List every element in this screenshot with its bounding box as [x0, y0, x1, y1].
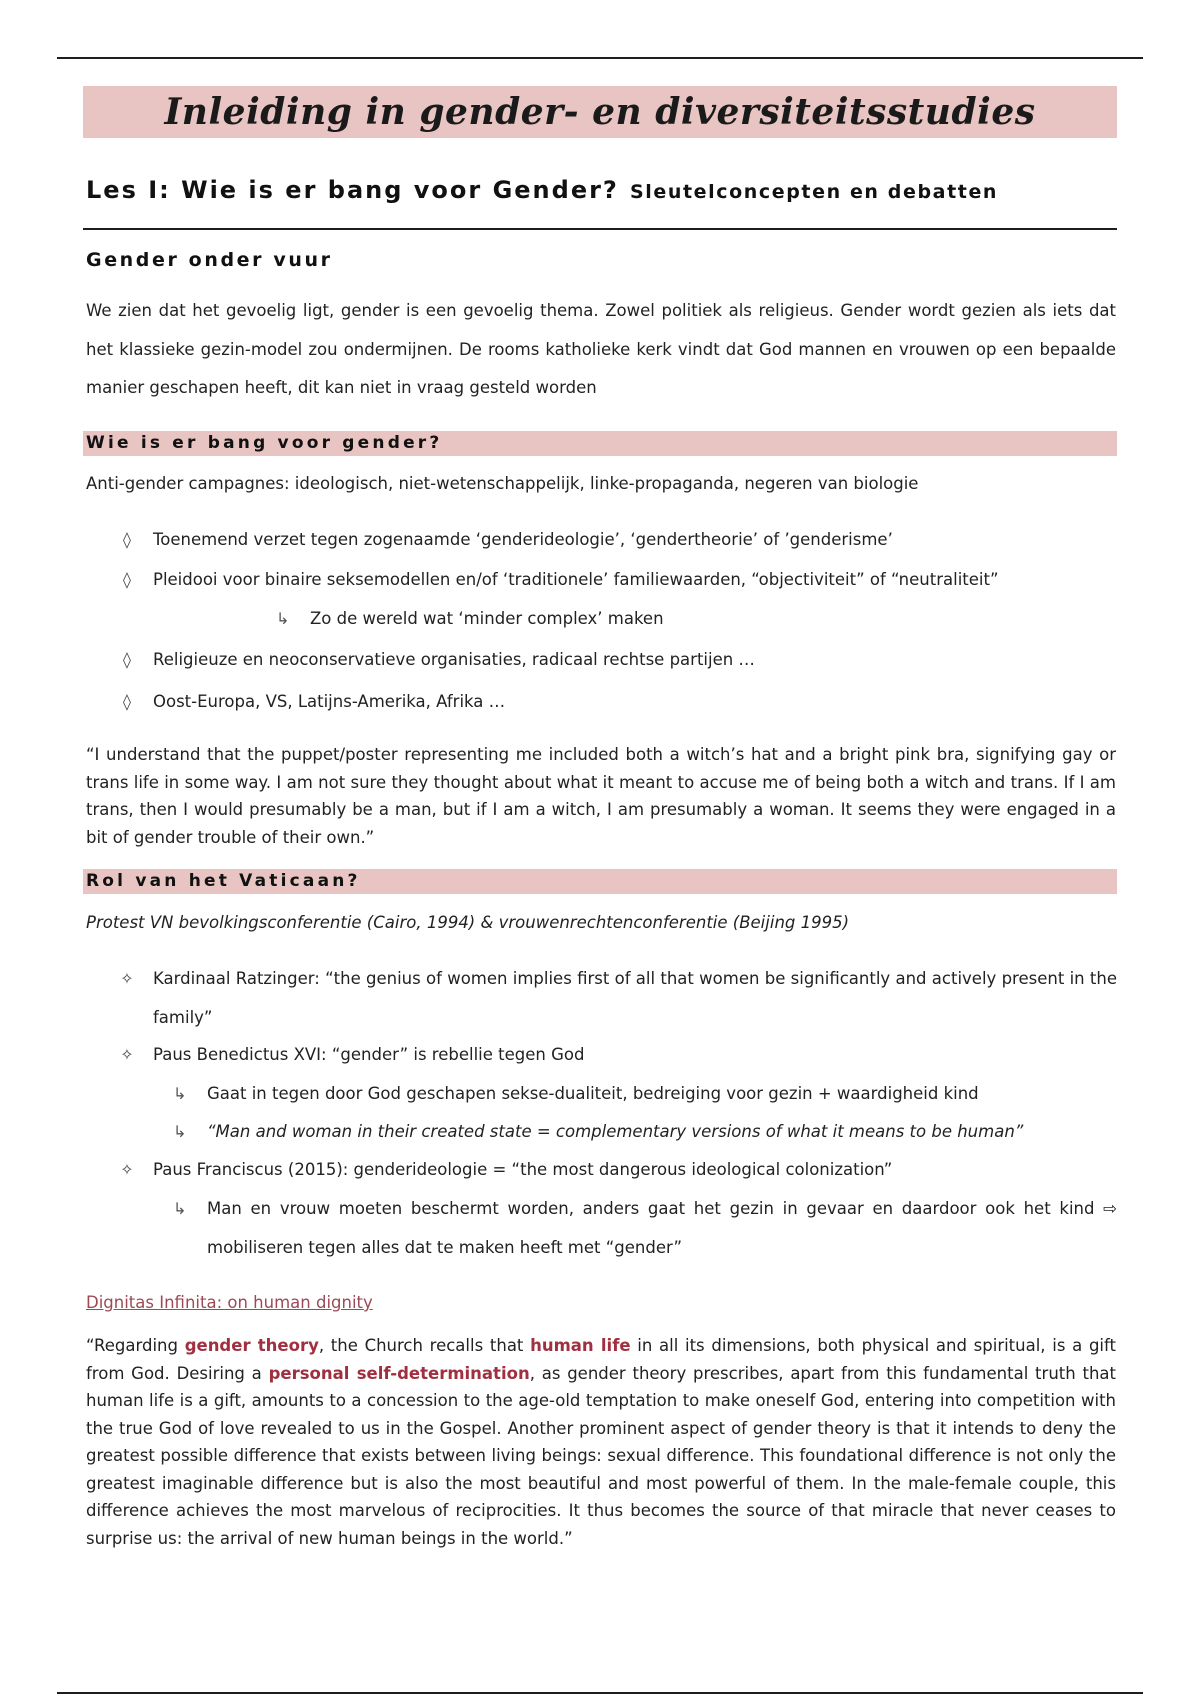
anti-gender-intro: Anti-gender campagnes: ideologisch, niet-wetenschappelijk, linke-propaganda, negeren van biologie: [86, 474, 919, 493]
list-item: [117, 641, 1117, 680]
diamond-icon: ◊: [123, 692, 131, 711]
heading-rol-van-het-vaticaan: Rol van het Vaticaan?: [83, 869, 1117, 894]
bullet-text: Pleidooi voor binaire seksemodellen en/of ‘traditionele’ familiewaarden, “objectiviteit” of “neutraliteit”: [153, 570, 999, 589]
bullet-text: Oost-Europa, VS, Latijns-Amerika, Afrika …: [153, 692, 506, 711]
sub-list-item: [173, 1190, 1117, 1267]
return-arrow-icon: ↳: [276, 609, 290, 628]
heading-gender-onder-vuur: Gender onder vuur: [86, 249, 333, 271]
bullet-text: Toenemend verzet tegen zogenaamde ‘genderideologie’, ‘gendertheorie’ of ’genderisme’: [153, 530, 893, 549]
top-page-rule: [57, 57, 1143, 59]
bottom-page-rule: [57, 1692, 1143, 1694]
list-item: [117, 683, 1117, 722]
butler-quote: “I understand that the puppet/poster representing me included both a witch’s hat and a bright pink bra, signifying gay or trans life in some way. I am not sure they thought about what it meant to accuse me of being both a witch and trans. If I am trans, then I would presumably be a man, but if I am a witch, I am presumably a woman. It seems they were engaged in a bit of gender trouble of their own.”: [86, 745, 1116, 847]
quote-text: “Regarding: [86, 1336, 185, 1355]
lesson-subtitle: Sleutelconcepten en debatten: [629, 181, 999, 203]
paragraph-gender-onder-vuur: We zien dat het gevoelig ligt, gender is een gevoelig thema. Zowel politiek als religieus. Gender wordt gezien als iets dat het klassieke gezin-model zou ondermijnen. De rooms katholieke kerk vindt dat God mannen en vrouwen op een bepaalde manier geschapen heeft, dit kan niet in vraag gesteld worden: [86, 301, 1116, 397]
quote-text: , the Church recalls that: [318, 1336, 531, 1355]
bullet-text: Paus Franciscus (2015): genderideologie = “the most dangerous ideological colonization”: [153, 1160, 893, 1179]
diamond-icon: ◊: [123, 650, 131, 669]
quote-text: , as gender theory prescribes, apart from this fundamental truth that human life is a gift, amounts to a concession to the age-old temptation to make oneself God, entering into competition with the true God of love revealed to us in the Gospel. Another prominent aspect of gender theory is that it intends to deny the greatest possible difference that exists between living beings: sexual difference. This foundational difference is not only the greatest imaginable difference but is also the most beautiful and most powerful of them. In the male-female couple, this difference achieves the most marvelous of reciprocities. It thus becomes the source of that miracle that never ceases to surprise us: the arrival of new human beings in the world.”: [86, 1363, 1116, 1548]
bullet-text: Religieuze en neoconservatieve organisaties, radicaal rechtse partijen …: [153, 650, 755, 669]
vaticaan-intro: Protest VN bevolkingsconferentie (Cairo, 1994) & vrouwenrechtenconferentie (Beijing 1995): [86, 913, 850, 932]
diamond-icon: ◊: [123, 530, 131, 549]
list-item: [117, 1036, 1117, 1075]
dignitas-quote: [86, 1332, 1116, 1552]
quote-text: in all its dimensions, both physical and spiritual, is a gift from God. Desiring a: [86, 1336, 1116, 1383]
diamond-icon: ◊: [123, 570, 131, 589]
sub-list-item: [173, 1113, 1117, 1152]
four-point-star-icon: ✧: [120, 1045, 134, 1064]
highlight-gender-theory: gender theory: [184, 1336, 319, 1355]
list-item: [117, 960, 1117, 1037]
bullet-text: Kardinaal Ratzinger: “the genius of women implies first of all that women be significantly and actively present in the family”: [153, 969, 1117, 1027]
sub-bullet-text: “Man and woman in their created state = complementary versions of what it means to be human”: [207, 1122, 1024, 1141]
list-item: [117, 561, 1117, 600]
return-arrow-icon: ↳: [173, 1122, 187, 1141]
lesson-divider: [83, 228, 1117, 230]
highlight-self-determination: personal self-determination: [268, 1363, 530, 1383]
bullet-text: Paus Benedictus XVI: “gender” is rebellie tegen God: [153, 1045, 585, 1064]
heading-wie-is-er-bang: Wie is er bang voor gender?: [83, 431, 1117, 456]
lesson-title: Les I: Wie is er bang voor Gender?: [86, 176, 619, 204]
sub-bullet-text: Gaat in tegen door God geschapen sekse-dualiteit, bedreiging voor gezin + waardigheid kind: [207, 1084, 979, 1103]
document-title: Inleiding in gender- en diversiteitsstudies: [83, 86, 1117, 138]
list-item: [117, 1151, 1117, 1190]
return-arrow-icon: ↳: [173, 1199, 187, 1218]
sub-list-item: [276, 600, 1117, 639]
sub-bullet-text: Man en vrouw moeten beschermt worden, anders gaat het gezin in gevaar en daardoor ook het kind ⇨ mobiliseren tegen alles dat te maken heeft met “gender”: [207, 1199, 1117, 1257]
dignitas-infinita-link[interactable]: Dignitas Infinita: on human dignity: [86, 1293, 373, 1312]
four-point-star-icon: ✧: [120, 1160, 134, 1179]
four-point-star-icon: ✧: [120, 969, 134, 988]
sub-bullet-text: Zo de wereld wat ‘minder complex’ maken: [310, 609, 664, 628]
highlight-human-life: human life: [530, 1336, 631, 1355]
return-arrow-icon: ↳: [173, 1084, 187, 1103]
lesson-title-line: [86, 176, 998, 204]
list-item: [117, 521, 1117, 560]
sub-list-item: [173, 1075, 1117, 1114]
